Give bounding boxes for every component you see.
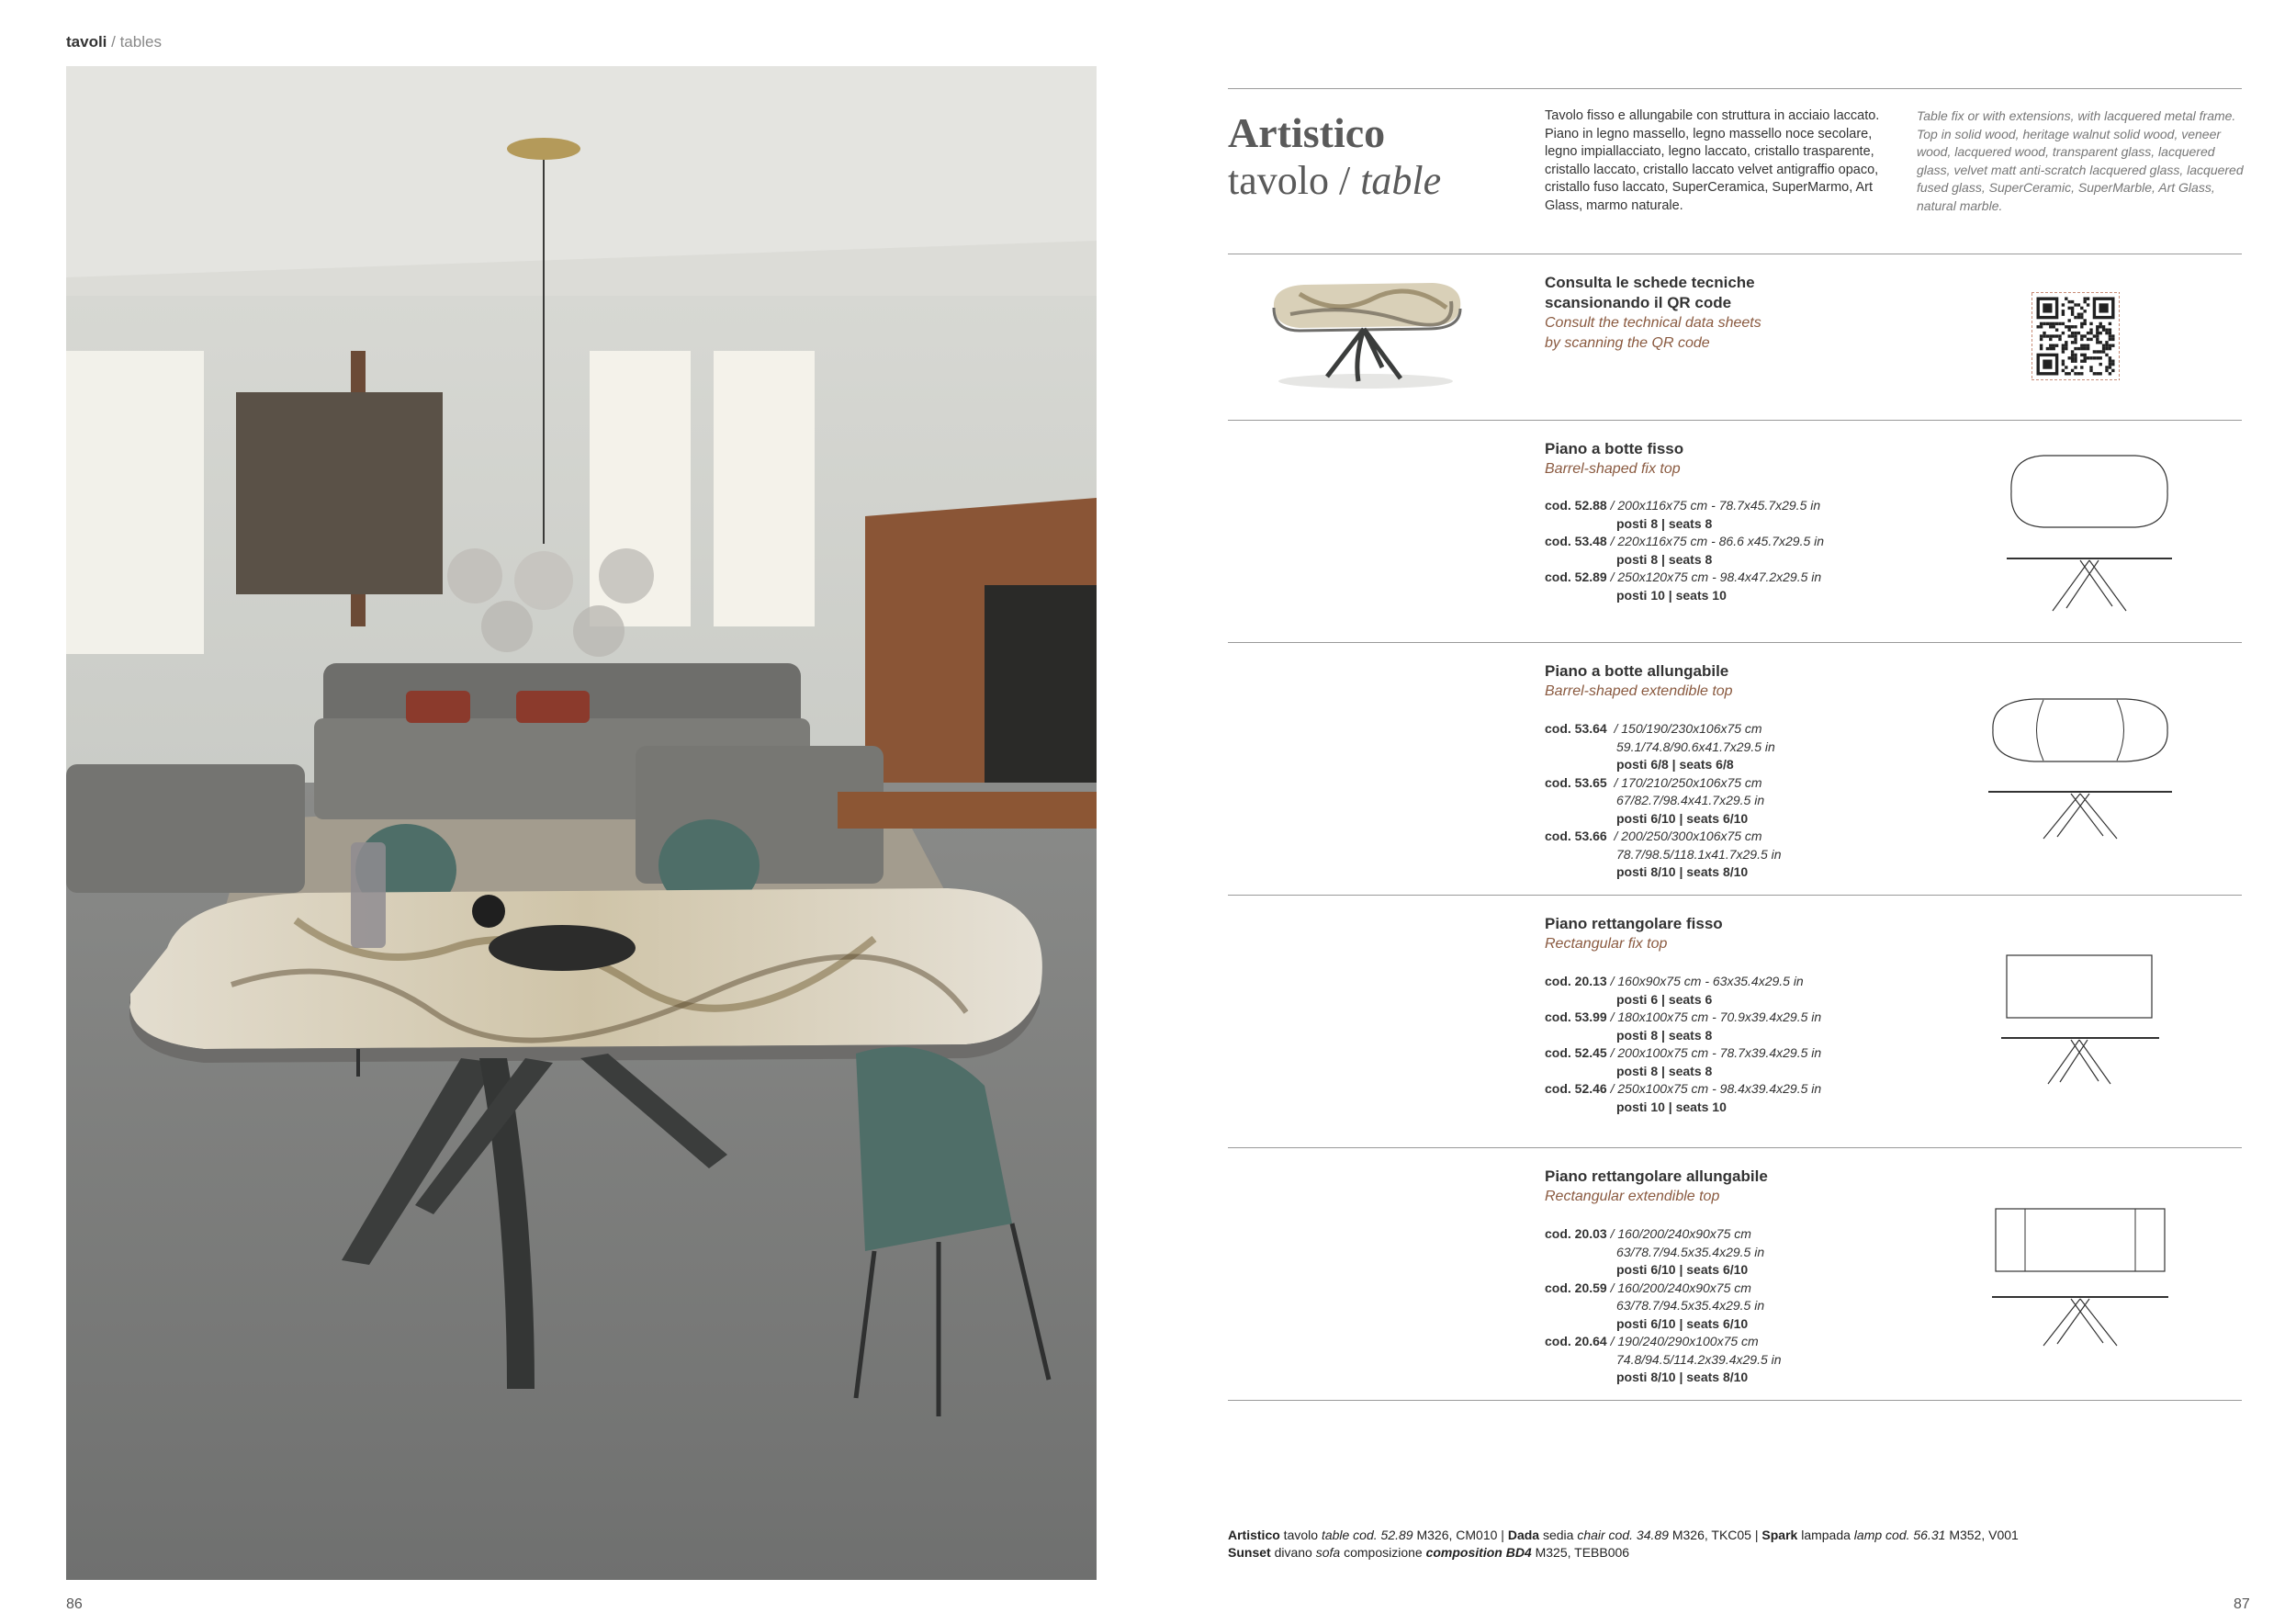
spec-dims: / 200x100x75 cm - 78.7x39.4x29.5 in xyxy=(1606,1045,1822,1060)
spec-dims: / 200/250/300x106x75 cm xyxy=(1606,829,1762,843)
section-2-title: Piano a botte allungabile xyxy=(1545,662,1729,680)
caption-text: composition BD4 xyxy=(1425,1545,1532,1560)
barrel-fix-drawing xyxy=(2002,450,2177,620)
caption-product: Artistico xyxy=(1228,1528,1280,1542)
spec-row xyxy=(1545,973,1875,991)
rule-6 xyxy=(1228,1400,2242,1401)
caption-text: composizione xyxy=(1340,1545,1426,1560)
caption-text: sofa xyxy=(1315,1545,1341,1560)
spec-code: cod. 52.45 xyxy=(1545,1045,1607,1060)
caption-text: M352, V001 xyxy=(1945,1528,2019,1542)
section-2-specs xyxy=(1545,720,1875,882)
spec-code: cod. 52.88 xyxy=(1545,498,1607,513)
spec-seats: posti 10 | seats 10 xyxy=(1616,587,1727,603)
category-label-en: tables xyxy=(119,33,162,51)
description-it: Tavolo fisso e allungabile con struttura in acciaio laccato. Piano in legno massello, legno massello noce secolare, legno impiallacciato, legno laccato, cristallo trasparente, cristallo laccato, cristallo laccato velvet antigraffio opaco, cristallo fuso laccato, SuperCeramica, SuperMarmo, Art Glass, marmo naturale. xyxy=(1545,108,1880,213)
section-3-subtitle: Rectangular fix top xyxy=(1545,936,1668,952)
spec-row xyxy=(1545,569,1875,587)
spec-dims: / 160x90x75 cm - 63x35.4x29.5 in xyxy=(1606,974,1804,988)
caption-code: cod. 56.31 xyxy=(1882,1528,1946,1542)
section-1-specs xyxy=(1545,497,1875,604)
spec-seats: posti 6/10 | seats 6/10 xyxy=(1616,1315,1749,1331)
spec-dims: / 160/200/240x90x75 cm xyxy=(1606,1280,1751,1295)
section-3-title: Piano rettangolare fisso xyxy=(1545,915,1723,932)
product-type xyxy=(1228,158,1441,204)
spec-row xyxy=(1545,828,1875,846)
spec-row xyxy=(1545,1280,1875,1298)
caption-code: cod. 52.89 xyxy=(1349,1528,1413,1542)
section-1-subtitle: Barrel-shaped fix top xyxy=(1545,461,1681,477)
spec-dims: / 180x100x75 cm - 70.9x39.4x29.5 in xyxy=(1606,1009,1822,1024)
spec-row xyxy=(1545,774,1875,793)
spec-dims: / 150/190/230x106x75 cm xyxy=(1606,721,1762,736)
barrel-extendible-drawing xyxy=(1984,694,2177,845)
spec-code: cod. 20.03 xyxy=(1545,1226,1607,1241)
spec-dims-in: 74.8/94.5/114.2x39.4x29.5 in xyxy=(1616,1351,1782,1367)
spec-code: cod. 53.48 xyxy=(1545,534,1607,548)
rule-4 xyxy=(1228,895,2242,896)
spec-dims: / 190/240/290x100x75 cm xyxy=(1606,1334,1759,1348)
spec-seats: posti 8 | seats 8 xyxy=(1616,1063,1713,1078)
spec-dims: / 250x100x75 cm - 98.4x39.4x29.5 in xyxy=(1606,1081,1822,1096)
qr-code[interactable] xyxy=(2032,292,2120,385)
spec-seats: posti 8 | seats 8 xyxy=(1616,551,1713,567)
caption-code: cod. 34.89 xyxy=(1604,1528,1669,1542)
spec-code: cod. 52.89 xyxy=(1545,570,1607,584)
caption-text: tavolo xyxy=(1279,1528,1322,1542)
spec-code: cod. 52.46 xyxy=(1545,1081,1607,1096)
product-type-en: table xyxy=(1360,158,1442,203)
section-2-subtitle: Barrel-shaped extendible top xyxy=(1545,683,1733,699)
rule-5 xyxy=(1228,1147,2242,1148)
table-thumbnail xyxy=(1263,276,1469,400)
spec-dims-in: 78.7/98.5/118.1x41.7x29.5 in xyxy=(1616,846,1782,862)
category-separator: / xyxy=(107,33,120,51)
spec-seats: posti 8/10 | seats 8/10 xyxy=(1616,864,1749,879)
spec-row xyxy=(1545,1080,1875,1099)
caption-text: table xyxy=(1321,1528,1350,1542)
section-4-specs xyxy=(1545,1225,1875,1387)
spec-row xyxy=(1545,720,1875,739)
spec-row xyxy=(1545,1225,1875,1244)
spec-seats: posti 6/8 | seats 6/8 xyxy=(1616,757,1734,772)
caption-text: lamp xyxy=(1853,1528,1883,1542)
caption-line-1 xyxy=(1228,1527,2019,1544)
spec-dims-in: 59.1/74.8/90.6x41.7x29.5 in xyxy=(1616,739,1775,754)
spec-dims: / 170/210/250x106x75 cm xyxy=(1606,774,1762,790)
qr-title-en-line2: by scanning the QR code xyxy=(1545,335,1710,351)
rule-top xyxy=(1228,88,2242,89)
spec-dims: / 200x116x75 cm - 78.7x45.7x29.5 in xyxy=(1606,498,1821,513)
spec-seats: posti 10 | seats 10 xyxy=(1616,1099,1727,1114)
rectangular-extendible-drawing xyxy=(1988,1203,2172,1355)
product-type-it: tavolo / xyxy=(1228,158,1351,203)
caption-product: Sunset xyxy=(1228,1545,1271,1560)
spec-code: cod. 20.64 xyxy=(1545,1334,1607,1348)
spec-code: cod. 53.66 xyxy=(1545,829,1607,843)
product-name: Artistico xyxy=(1228,109,1386,156)
caption-product: Spark xyxy=(1761,1528,1798,1542)
caption-text: sedia xyxy=(1539,1528,1578,1542)
page-number-left: 86 xyxy=(66,1596,83,1612)
rectangular-fix-drawing xyxy=(1998,951,2163,1093)
spec-code: cod. 53.99 xyxy=(1545,1009,1607,1024)
photo-caption xyxy=(1228,1527,2019,1562)
rule-3 xyxy=(1228,642,2242,643)
category-label: tavoli xyxy=(66,33,107,51)
caption-text: chair xyxy=(1577,1528,1605,1542)
spec-row xyxy=(1545,497,1875,515)
description-en: Table fix or with extensions, with lacquered metal frame. Top in solid wood, heritage walnut solid wood, veneer wood, lacquered wood, transparent glass, lacquered glass, velvet matt anti-scratch lacquered glass, lacquered fused glass, SuperCeramic, SuperMarble, Art Glass, natural marble. xyxy=(1917,108,2244,213)
section-header xyxy=(66,33,162,51)
spec-row xyxy=(1545,1009,1875,1027)
spec-row xyxy=(1545,1333,1875,1351)
qr-code-graphic xyxy=(2032,292,2120,380)
section-3-specs xyxy=(1545,973,1875,1116)
spec-dims: / 160/200/240x90x75 cm xyxy=(1606,1226,1751,1241)
caption-text: M326, TKC05 | xyxy=(1668,1528,1762,1542)
spec-code: cod. 53.64 xyxy=(1545,721,1607,736)
rule-2 xyxy=(1228,420,2242,421)
section-4-title: Piano rettangolare allungabile xyxy=(1545,1167,1768,1185)
caption-text: M326, CM010 | xyxy=(1412,1528,1508,1542)
spec-dims: / 250x120x75 cm - 98.4x47.2x29.5 in xyxy=(1606,570,1822,584)
spec-dims-in: 63/78.7/94.5x35.4x29.5 in xyxy=(1616,1298,1765,1313)
qr-title-en xyxy=(1545,313,1820,354)
spec-seats: posti 6/10 | seats 6/10 xyxy=(1616,810,1749,826)
qr-title-it-line2: scansionando il QR code xyxy=(1545,294,1732,311)
room-photo xyxy=(66,66,1097,1580)
section-1-title: Piano a botte fisso xyxy=(1545,440,1684,457)
spec-code: cod. 20.13 xyxy=(1545,974,1607,988)
caption-product: Dada xyxy=(1507,1528,1540,1542)
caption-text: lampada xyxy=(1797,1528,1854,1542)
room-photo-illustration xyxy=(66,66,1097,1580)
page-number-right: 87 xyxy=(2234,1596,2250,1612)
spec-seats: posti 6 | seats 6 xyxy=(1616,991,1713,1007)
section-4-subtitle: Rectangular extendible top xyxy=(1545,1189,1720,1204)
qr-title-en-line1: Consult the technical data sheets xyxy=(1545,315,1761,331)
spec-row xyxy=(1545,1044,1875,1063)
spec-seats: posti 6/10 | seats 6/10 xyxy=(1616,1262,1749,1277)
qr-title-it xyxy=(1545,273,1820,313)
spec-seats: posti 8 | seats 8 xyxy=(1616,515,1713,531)
spec-seats: posti 8 | seats 8 xyxy=(1616,1027,1713,1043)
caption-text: M325, TEBB006 xyxy=(1531,1545,1630,1560)
spec-seats: posti 8/10 | seats 8/10 xyxy=(1616,1370,1749,1384)
caption-text: divano xyxy=(1270,1545,1316,1560)
qr-title-it-line1: Consulta le schede tecniche xyxy=(1545,274,1755,291)
spec-code: cod. 53.65 xyxy=(1545,774,1607,790)
spec-dims-in: 67/82.7/98.4x41.7x29.5 in xyxy=(1616,793,1765,807)
spec-dims: / 220x116x75 cm - 86.6 x45.7x29.5 in xyxy=(1606,534,1825,548)
spec-dims-in: 63/78.7/94.5x35.4x29.5 in xyxy=(1616,1244,1765,1259)
spec-row xyxy=(1545,533,1875,551)
spec-code: cod. 20.59 xyxy=(1545,1280,1607,1295)
caption-line-2 xyxy=(1228,1544,2019,1562)
